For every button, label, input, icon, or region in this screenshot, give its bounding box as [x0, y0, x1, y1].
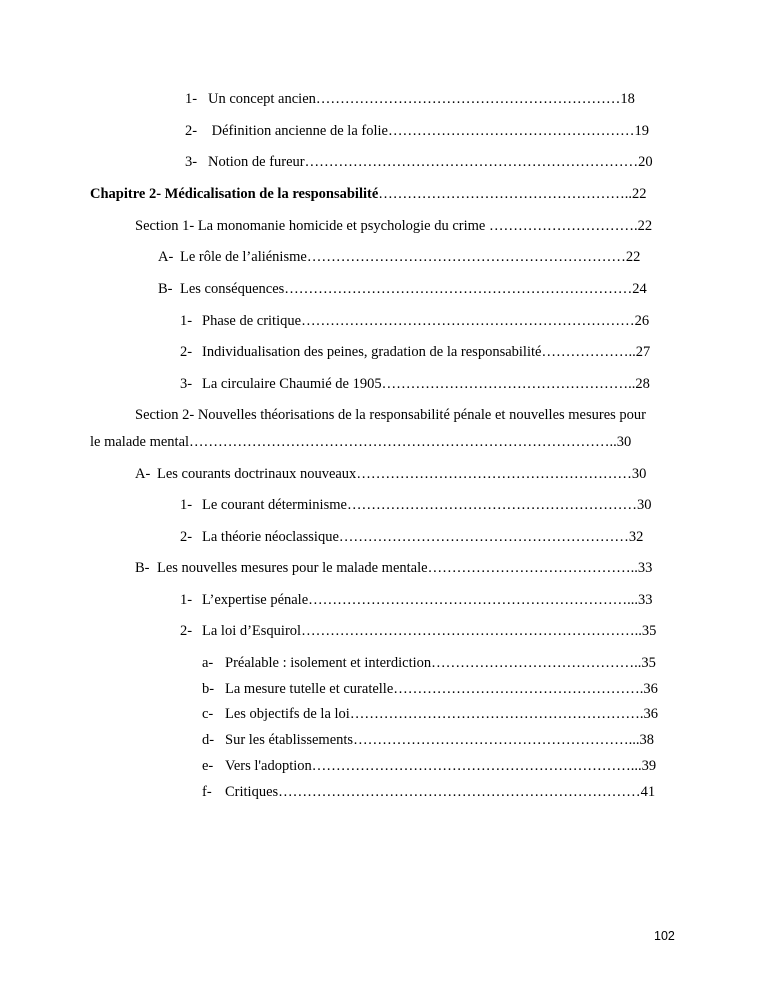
toc-leader: ………………………………………………….. — [353, 732, 636, 748]
toc-leader: ………………………………………………………………… — [278, 784, 641, 800]
toc-entry-number: 3- — [180, 376, 193, 392]
toc-entry — [202, 731, 654, 749]
toc-section-entry-continued — [90, 433, 631, 451]
toc-entry — [180, 343, 650, 361]
toc-entry — [202, 705, 658, 723]
toc-entry-label: Les objectifs de la loi — [225, 706, 350, 722]
toc-entry-label: Section 1- La monomanie homicide et psychologie du crime — [135, 218, 489, 234]
toc-entry-number: 1- — [180, 592, 193, 608]
toc-leader: ………………………………………………… — [356, 466, 632, 482]
toc-entry-label: La loi d’Esquirol — [202, 623, 302, 639]
toc-entry — [158, 280, 647, 298]
toc-entry-number: 1- — [180, 497, 193, 513]
toc-entry-label: Le rôle de l’aliénisme — [180, 249, 307, 265]
toc-page-number: 24 — [632, 281, 647, 297]
toc-leader: …………………………………………… — [387, 123, 635, 139]
toc-entry — [185, 90, 635, 108]
toc-entry-number: 2- — [180, 344, 193, 360]
toc-entry-label: Notion de fureur — [208, 154, 305, 170]
toc-page-number: .33 — [634, 592, 653, 608]
toc-entry-label: Préalable : isolement et interdiction — [225, 655, 432, 671]
toc-leader: …………………………………………………………….. — [301, 623, 642, 639]
toc-entry — [180, 622, 656, 640]
toc-entry-label: Phase de critique — [202, 313, 302, 329]
toc-entry-number: b- — [202, 681, 215, 697]
toc-section-entry — [135, 217, 652, 235]
toc-entry-label: La circulaire Chaumié de 1905 — [202, 376, 382, 392]
toc-page-number: 20 — [638, 154, 653, 170]
toc-entry — [135, 465, 646, 483]
toc-leader: ……………………………………………………………… — [284, 281, 633, 297]
page-number: 102 — [654, 929, 675, 943]
toc-page-number: 35 — [641, 623, 657, 639]
toc-entry — [180, 496, 651, 514]
toc-entry-number: 3- — [185, 154, 198, 170]
toc-page-number: 36 — [643, 706, 658, 722]
toc-page-number: 36 — [643, 681, 658, 697]
toc-leader: ……………………………………………………… — [315, 91, 621, 107]
toc-entry — [185, 122, 649, 140]
toc-entry-label: La théorie néoclassique — [202, 529, 339, 545]
toc-leader: …………………………………………………………………………….. — [189, 434, 617, 450]
toc-chapter-title: Médicalisation de la responsabilité — [161, 186, 379, 202]
toc-entry-number: e- — [202, 758, 214, 774]
toc-section-entry — [135, 406, 646, 424]
toc-entry-label: Individualisation des peines, gradation de la responsabilité — [202, 344, 542, 360]
toc-entry-label: L’expertise pénale — [202, 592, 309, 608]
toc-entry-label: Critiques — [225, 784, 279, 800]
toc-entry-number: 1- — [180, 313, 193, 329]
toc-entry-label: Les conséquences — [180, 281, 285, 297]
toc-entry — [180, 312, 649, 330]
toc-page-number: 35 — [641, 655, 656, 671]
toc-entry — [180, 375, 650, 393]
toc-entry-number: 2- — [185, 123, 198, 139]
toc-entry-number: 2- — [180, 623, 193, 639]
toc-page-number: 30 — [631, 466, 647, 482]
toc-page-number: 22 — [632, 186, 647, 202]
toc-entry-label: Sur les établissements — [225, 732, 354, 748]
toc-leader: ………………………………………………………….. — [311, 758, 639, 774]
toc-entry-number: 2- — [180, 529, 193, 545]
toc-page-number: 27 — [635, 344, 651, 360]
toc-entry — [158, 248, 640, 266]
toc-chapter-entry — [90, 185, 647, 203]
toc-leader: …………………………………………………………… — [301, 313, 635, 329]
toc-page-number: 28 — [635, 376, 650, 392]
toc-entry-label: Un concept ancien — [208, 91, 316, 107]
toc-entry — [135, 559, 652, 577]
toc-entry-label: Définition ancienne de la folie — [208, 123, 388, 139]
toc-entry-number: 1- — [185, 91, 198, 107]
toc-leader: ……………………………………………. — [393, 681, 644, 697]
toc-entry — [185, 153, 653, 171]
toc-entry-label: Les courants doctrinaux nouveaux — [157, 466, 357, 482]
toc-entry-number: B- — [158, 281, 173, 297]
toc-entry — [180, 591, 653, 609]
toc-entry-label: Vers l'adoption — [225, 758, 312, 774]
toc-leader: ……………….. — [541, 344, 636, 360]
toc-page-number: 30 — [636, 497, 652, 513]
toc-entry — [202, 680, 658, 698]
toc-page-number: 18 — [620, 91, 635, 107]
toc-page-number: .39 — [638, 758, 657, 774]
toc-page-number: 22 — [625, 249, 641, 265]
toc-page-number: 33 — [637, 560, 653, 576]
toc-entry-number: d- — [202, 732, 215, 748]
toc-leader: …………………………………………….. — [381, 376, 636, 392]
toc-page-number: 19 — [634, 123, 649, 139]
toc-page-number: 41 — [640, 784, 656, 800]
toc-page-number: 22 — [637, 218, 653, 234]
toc-entry-label: La mesure tutelle et curatelle — [225, 681, 394, 697]
toc-page-number: 30 — [616, 434, 632, 450]
toc-chapter-number: Chapitre 2- — [90, 186, 162, 202]
toc-entry-number: a- — [202, 655, 214, 671]
toc-entry — [202, 757, 656, 775]
toc-entry-label: Les nouvelles mesures pour le malade mentale — [157, 560, 428, 576]
toc-entry-label: le malade mental — [90, 434, 190, 450]
toc-entry-number: A- — [158, 249, 174, 265]
toc-leader: ……………………………………………………. — [349, 706, 644, 722]
toc-leader: …………………………………………………… — [338, 529, 629, 545]
toc-leader: ………………………………………………………….. — [308, 592, 635, 608]
toc-page-number: .38 — [635, 732, 654, 748]
toc-entry-number: c- — [202, 706, 214, 722]
toc-page-number: 32 — [628, 529, 644, 545]
toc-entry — [180, 528, 643, 546]
toc-entry-number: B- — [135, 560, 150, 576]
toc-entry-number: A- — [135, 466, 151, 482]
toc-entry — [202, 783, 655, 801]
toc-leader: …………………………………………………………… — [304, 154, 639, 170]
toc-leader: …………………………………….. — [431, 655, 642, 671]
toc-entry — [202, 654, 656, 672]
toc-leader: …………………………………….. — [427, 560, 638, 576]
toc-entry-label: Le courant déterminisme — [202, 497, 347, 513]
toc-leader: …………………………. — [488, 218, 638, 234]
toc-leader: …………………………………………………… — [346, 497, 637, 513]
toc-leader: ………………………………………………………… — [306, 249, 626, 265]
toc-entry-number: f- — [202, 784, 212, 800]
toc-page-number: 26 — [634, 313, 650, 329]
toc-entry-label: Section 2- Nouvelles théorisations de la responsabilité pénale et nouvelles mesures pour — [135, 407, 646, 423]
toc-leader: …………………………………………….. — [378, 186, 633, 202]
